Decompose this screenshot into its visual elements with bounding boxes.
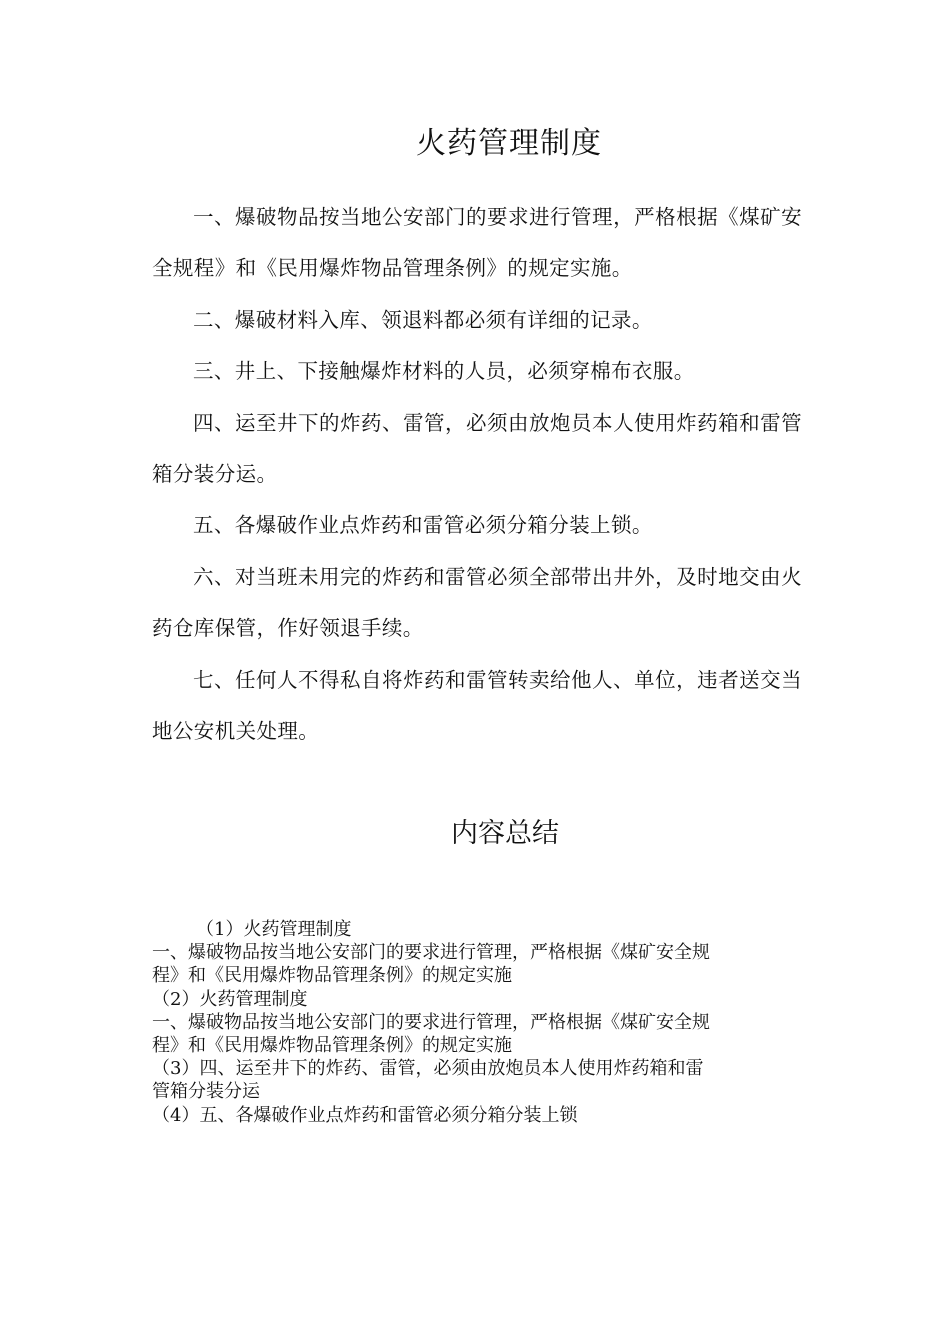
summary-line: 一、爆破物品按当地公安部门的要求进行管理，严格根据《煤矿安全规 xyxy=(152,942,710,964)
summary-line: （1）火药管理制度 xyxy=(196,919,352,940)
summary-line: （3）四、运至井下的炸药、雷管，必须由放炮员本人使用炸药箱和雷 xyxy=(152,1058,704,1080)
document-title: 火药管理制度 xyxy=(416,126,602,161)
summary-line: （4）五、各爆破作业点炸药和雷管必须分箱分装上锁 xyxy=(152,1104,578,1126)
paragraph-6: 六、对当班未用完的炸药和雷管必须全部带出井外，及时地交由火药仓库保管，作好领退手续。 xyxy=(152,564,802,641)
summary-line: 程》和《民用爆炸物品管理条例》的规定实施 xyxy=(152,965,512,987)
paragraph-3: 三、井上、下接触爆炸材料的人员，必须穿棉布衣服。 xyxy=(193,359,695,384)
paragraph-2: 二、爆破材料入库、领退料都必须有详细的记录。 xyxy=(193,307,653,332)
summary-line: 一、爆破物品按当地公安部门的要求进行管理，严格根据《煤矿安全规 xyxy=(152,1011,710,1033)
paragraph-1: 一、爆破物品按当地公安部门的要求进行管理，严格根据《煤矿安全规程》和《民用爆炸物品管理条例》的规定实施。 xyxy=(152,205,802,281)
summary-line: （2）火药管理制度 xyxy=(152,988,308,1010)
paragraph-4: 四、运至井下的炸药、雷管，必须由放炮员本人使用炸药箱和雷管箱分装分运。 xyxy=(152,410,802,487)
summary-line: 程》和《民用爆炸物品管理条例》的规定实施 xyxy=(152,1035,512,1057)
summary-line: 管箱分装分运 xyxy=(152,1081,260,1103)
summary-title: 内容总结 xyxy=(451,818,559,849)
summary-list xyxy=(152,918,802,1127)
document-body xyxy=(152,192,802,757)
paragraph-7: 七、任何人不得私自将炸药和雷管转卖给他人、单位，违者送交当地公安机关处理。 xyxy=(152,667,802,744)
paragraph-5: 五、各爆破作业点炸药和雷管必须分箱分装上锁。 xyxy=(193,513,653,538)
